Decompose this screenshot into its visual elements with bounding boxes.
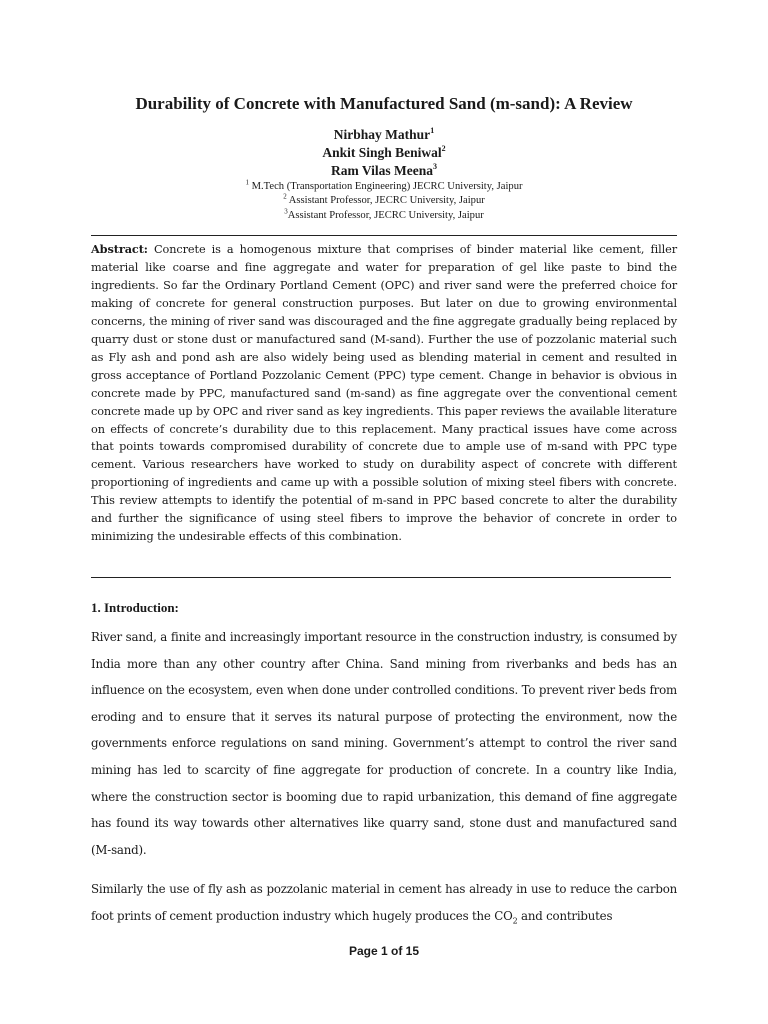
affiliation-sup: 3 bbox=[284, 207, 288, 216]
intro-paragraph-2 bbox=[91, 876, 677, 929]
footer-of: of bbox=[387, 944, 406, 958]
paper-title: Durability of Concrete with Manufactured Sand (m-sand): A Review bbox=[135, 94, 633, 113]
footer-current-page: 1 bbox=[380, 944, 388, 958]
author-sup: 2 bbox=[441, 143, 446, 153]
affiliation-1 bbox=[0, 180, 768, 194]
para2-text-start: Similarly the use of fly ash as pozzolanic material in cement has already in use to reduce the carbon foot prints of cement production industry which hugely produces the CO bbox=[91, 882, 677, 923]
abstract-top-divider bbox=[91, 235, 677, 236]
affiliation-text: Assistant Professor, JECRC University, Jaipur bbox=[286, 195, 485, 207]
para2-text-end: and contributes bbox=[517, 908, 613, 923]
author-name: Ram Vilas Meena bbox=[331, 163, 433, 178]
author-name: Nirbhay Mathur bbox=[333, 127, 431, 142]
abstract-bottom-divider bbox=[91, 577, 671, 578]
page-footer bbox=[0, 944, 768, 958]
author-sup: 1 bbox=[430, 125, 435, 135]
abstract-text: Concrete is a homogenous mixture that comprises of binder material like cement, filler material like coarse and fine aggregate and water for preparation of gel like paste to bind the ingredients. So far the Ordinary Portland Cement (OPC) and river sand were the preferred choice for making of concrete for general construction purposes. But later on due to growing environmental concerns, the mining of river sand was discouraged and the fine aggregate gradually being replaced by quarry dust or stone dust or manufactured sand (M-sand). Further the use of pozzolanic material such as Fly ash and pond ash are also widely being used as blending material in cement and resulted in gross acceptance of Portland Pozzolanic Cement (PPC) type cement. Change in behavior is obvious in concrete made by PPC, manufactured sand (m-sand) as fine aggregate over the conventional cement concrete made up by OPC and river sand as key ingredients. This paper reviews the available literature on effects of concrete’s durability due to this replacement. Many practical issues have come across that points towards compromised durability of concrete due to ample use of m-sand with PPC type cement. Various researchers have worked to study on durability aspect of concrete with different proportioning of ingredients and came up with a possible solution of mixing steel fibers with concrete. This review attempts to identify the potential of m-sand in PPC based concrete to alter the durability and further the significance of using steel fibers to improve the behavior of concrete in order to minimizing the undesirable effects of this combination. bbox=[91, 243, 677, 544]
affiliation-sup: 2 bbox=[283, 192, 287, 201]
affiliation-3 bbox=[0, 209, 768, 223]
affiliation-sup: 1 bbox=[245, 178, 249, 187]
abstract-label: Abstract: bbox=[91, 242, 148, 256]
author-2 bbox=[0, 144, 768, 162]
abstract bbox=[91, 241, 677, 546]
affiliation-list bbox=[0, 180, 768, 223]
author-name: Ankit Singh Beniwal bbox=[322, 145, 442, 160]
para2-subscript: 2 bbox=[512, 915, 518, 925]
author-sup: 3 bbox=[433, 161, 437, 171]
author-1 bbox=[0, 126, 768, 144]
section-heading: 1. Introduction: bbox=[91, 600, 179, 615]
affiliation-text: M.Tech (Transportation Engineering) JECRC University, Jaipur bbox=[248, 181, 523, 192]
author-list bbox=[0, 126, 768, 180]
intro-paragraph-1: River sand, a finite and increasingly important resource in the construction industry, is consumed by India more than any other country after China. Sand mining from riverbanks and beds has an influence on the ecosystem, even when done under controlled conditions. To prevent river beds from eroding and to ensure that it serves its natural purpose of protecting the environment, now the governments enforce regulations on sand mining. Government’s attempt to control the river sand mining has led to scarcity of fine aggregate for production of concrete. In a country like India, where the construction sector is booming due to rapid urbanization, this demand of fine aggregate has found its way towards other alternatives like quarry sand, stone dust and manufactured sand (M-sand). bbox=[91, 630, 677, 857]
affiliation-2 bbox=[0, 194, 768, 208]
affiliation-text: Assistant Professor, JECRC University, Jaipur bbox=[287, 209, 484, 221]
footer-total-pages: 15 bbox=[405, 944, 420, 958]
footer-prefix: Page bbox=[348, 944, 381, 958]
author-3 bbox=[0, 162, 768, 180]
